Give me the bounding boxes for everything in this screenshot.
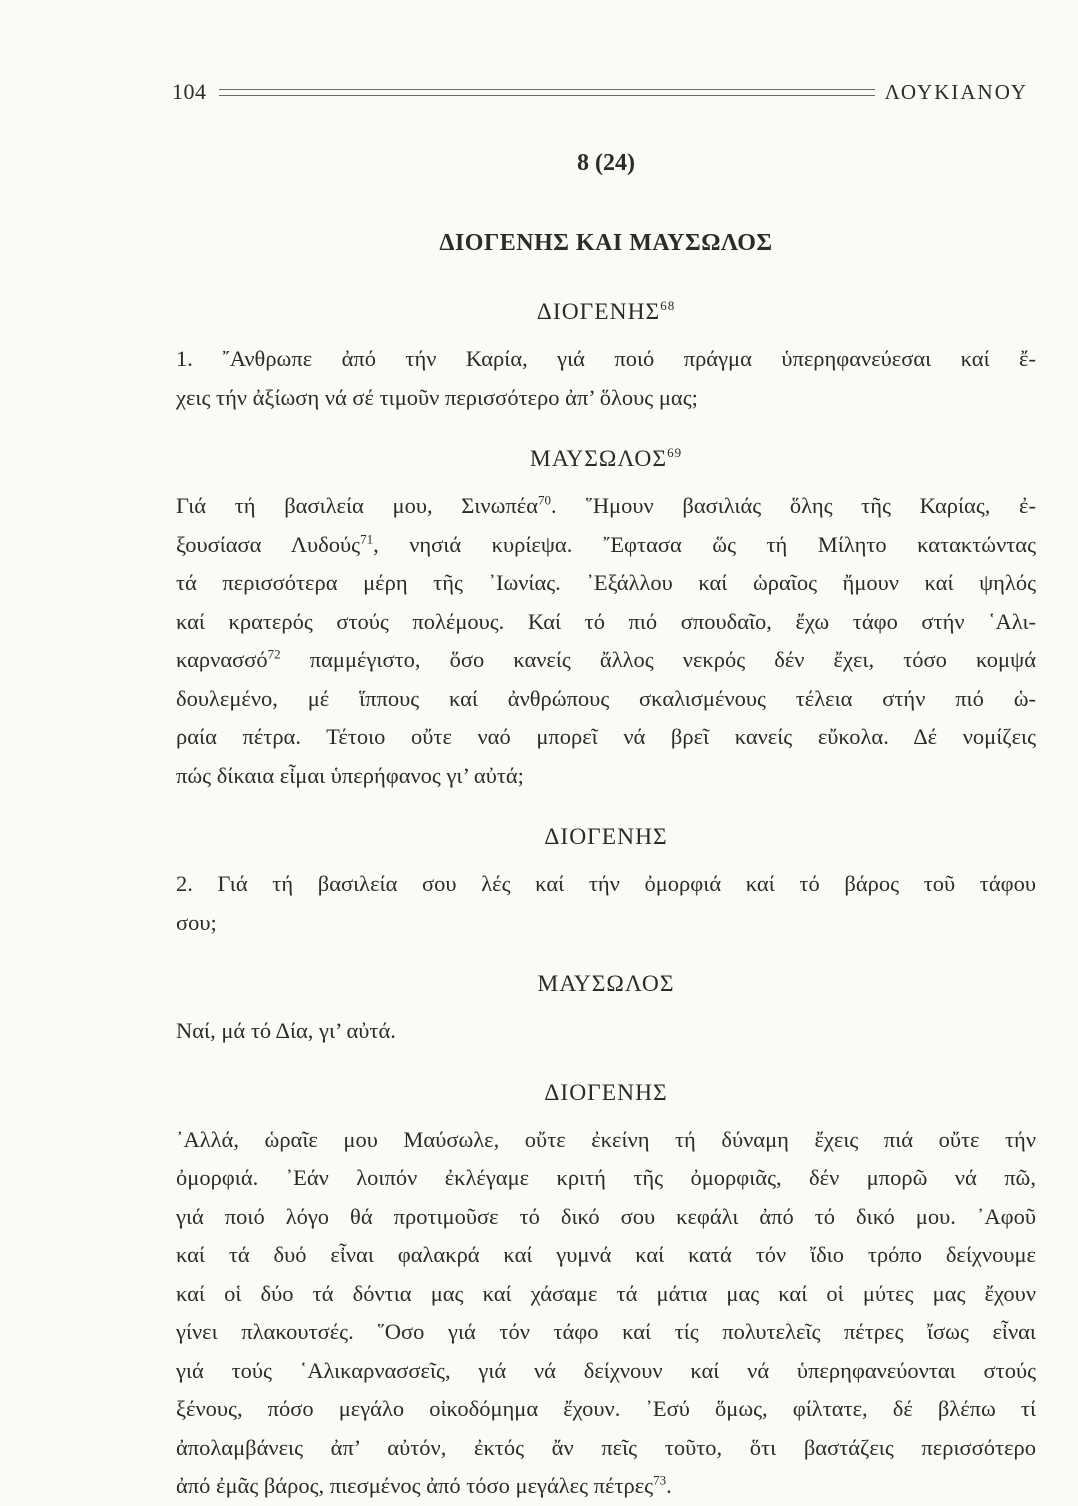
text-line: ὀμορφιά. ᾽Εάν λοιπόν ἐκλέγαμε κριτή τῆς ὀμορφιᾶς, δέν μπορῶ νά πῶ, <box>176 1165 1036 1190</box>
text-line: γιά τούς ῾Αλικαρνασσεῖς, γιά νά δείχνουν καί νά ὑπερηφανεύονται στούς <box>176 1357 1036 1383</box>
text-line: ραία πέτρα. Τέτοιο οὔτε ναό μπορεῖ νά βρεῖ κανείς εὔκολα. Δέ νομίζεις <box>176 724 1036 749</box>
text-line: δουλεμένο, μέ ἵππους καί ἀνθρώπους σκαλισμένους τέλεια στήν πιό ὡ- <box>176 685 1036 711</box>
text-segment: ξουσίασα Λυδούς <box>176 531 361 557</box>
text-line: Ναί, μά τό Δία, γι’ αὐτά. <box>176 1018 396 1043</box>
speaker-name: ΔΙΟΓΕΝΗΣ <box>536 299 661 325</box>
text-segment: , νησιά κυρίεψα. ῎Εφτασα ὥς τή Μίλητο κατακτώντας <box>373 531 1036 557</box>
header-double-rule <box>219 89 875 96</box>
text-line: πώς δίκαια εἶμαι ὑπερήφανος γι’ αὐτά; <box>176 762 524 788</box>
speech-paragraph <box>176 1121 1036 1506</box>
speech-paragraph <box>176 1012 1036 1051</box>
speaker-name: ΜΑΥΣΩΛΟΣ <box>529 446 668 472</box>
footnote-ref: 73 <box>653 1472 667 1488</box>
running-header <box>172 72 1028 112</box>
text-segment: . ῞Ημουν βασιλιάς ὅλης τῆς Καρίας, ἐ- <box>551 493 1036 518</box>
text-line: γιά ποιό λόγο θά προτιμοῦσε τό δικό σου κεφάλι ἀπό τό δικό μου. ᾽Αφοῦ <box>176 1203 1036 1229</box>
text-line: καί οἱ δύο τά δόντια μας καί χάσαμε τά μάτια μας καί οἱ μύτες μας ἔχουν <box>176 1280 1036 1306</box>
text-segment: Γιά τή βασιλεία μου, Σινωπέα <box>176 493 539 518</box>
text-line: σου; <box>176 909 217 935</box>
text-line <box>176 526 1036 565</box>
dialogue-number: 8 (24) <box>577 150 635 176</box>
text-line <box>176 641 1036 680</box>
text-line: καί κρατερός στούς πολέμους. Καί τό πιό σπουδαῖο, ἔχω τάφο στήν ῾Αλι- <box>176 608 1036 634</box>
speech-paragraph <box>176 865 1036 942</box>
dialogue-title: ΔΙΟΓΕΝΗΣ ΚΑΙ ΜΑΥΣΩΛΟΣ <box>439 230 773 256</box>
speaker-heading <box>176 292 1036 332</box>
speaker-heading: ΔΙΟΓΕΝΗΣ <box>544 824 668 850</box>
speaker-heading: ΜΑΥΣΩΛΟΣ <box>537 971 675 997</box>
text-line: χεις τήν ἀξίωση νά σέ τιμοῦν περισσότερο ἀπ’ ὅλους μας; <box>176 384 698 410</box>
text-line <box>176 487 1036 526</box>
text-line: ᾽Αλλά, ὡραῖε μου Μαύσωλε, οὔτε ἐκείνη τή δύναμη ἔχεις πιά οὔτε τήν <box>176 1126 1036 1152</box>
speaker-heading <box>176 439 1036 479</box>
text-segment: παμμέγιστο, ὅσο κανείς ἄλλος νεκρός δέν ἔχει, τόσο κομψά <box>280 647 1036 672</box>
text-line: 2. Γιά τή βασιλεία σου λές καί τήν ὀμορφιά καί τό βάρος τοῦ τάφου <box>176 871 1036 896</box>
page-content <box>176 136 1036 1506</box>
page-number: 104 <box>172 79 207 104</box>
footnote-ref: 69 <box>667 445 683 461</box>
footnote-ref: 72 <box>267 646 281 662</box>
text-line: τά περισσότερα μέρη τῆς ᾽Ιωνίας. ᾽Εξάλλου καί ὡραῖος ἤμουν καί ψηλός <box>176 570 1036 595</box>
text-line: ξένους, πόσο μεγάλο οἰκοδόμημα ἔχουν. ᾽Εσύ ὅμως, φίλτατε, δέ βλέπω τί <box>176 1396 1036 1421</box>
text-segment: καρνασσό <box>176 647 268 672</box>
footnote-ref: 68 <box>660 298 676 314</box>
speech-paragraph <box>176 340 1036 417</box>
speech-paragraph <box>176 487 1036 795</box>
footnote-ref: 71 <box>360 531 374 546</box>
footnote-ref: 70 <box>538 492 552 508</box>
text-line: ἀπολαμβάνεις ἀπ’ αὐτόν, ἐκτός ἄν πεῖς τοῦτο, ὅτι βαστάζεις περισσότερο <box>176 1434 1036 1460</box>
speaker-heading: ΔΙΟΓΕΝΗΣ <box>544 1079 668 1106</box>
text-line: 1. ῎Ανθρωπε ἀπό τήν Καρία, γιά ποιό πράγμα ὑπερηφανεύεσαι καί ἔ- <box>176 346 1036 371</box>
running-head-author: ΛΟΥΚΙΑΝΟΥ <box>884 79 1028 104</box>
text-line: καί τά δυό εἶναι φαλακρά καί γυμνά καί κατά τόν ἴδιο τρόπο δείχνουμε <box>176 1242 1036 1267</box>
text-line: γίνει πλακουτσές. ῞Οσο γιά τόν τάφο καί τίς πολυτελεῖς πέτρες ἴσως εἶναι <box>176 1319 1036 1344</box>
text-segment: ἀπό ἐμᾶς βάρος, πιεσμένος ἀπό τόσο μεγάλες πέτρες <box>176 1473 654 1498</box>
text-segment: . <box>666 1473 672 1498</box>
